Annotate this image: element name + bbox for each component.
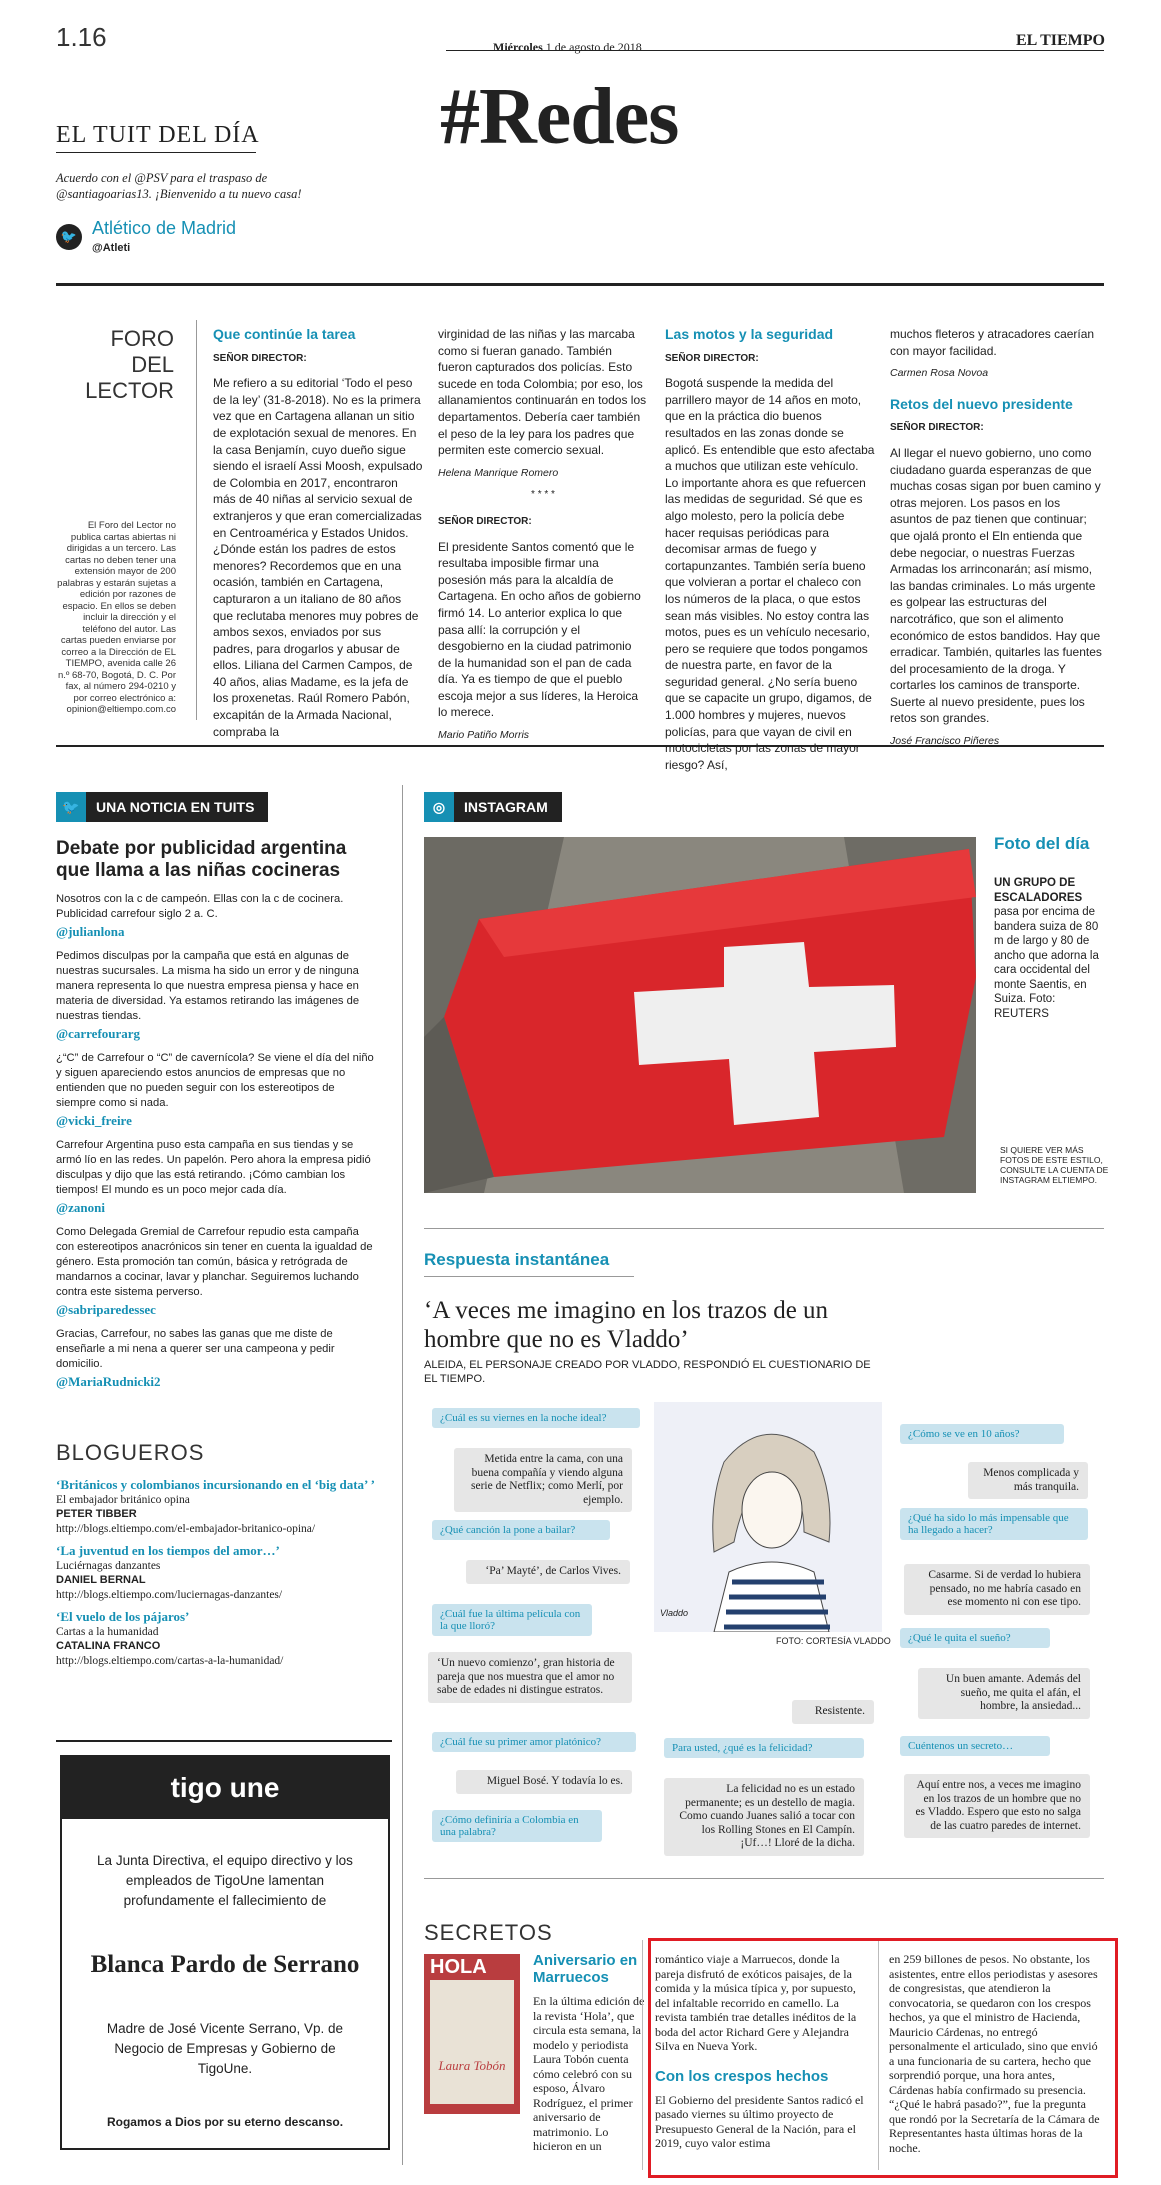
answer-bubble: Aquí entre nos, a veces me imagino en los trazos de un hombre que no es Vladdo. Espero que esto no salga de las cuatro paredes de internet. — [904, 1774, 1090, 1838]
swiss-flag-mountain — [424, 837, 976, 1193]
letter-body: Al llegar el nuevo gobierno, uno como ciudadano guarda esperanzas de que muchas cosas sigan por buen camino y otras mejoren. Los pasos en los asuntos de paz tienen que continuar; que ojalá pronto el Eln entienda que debe negociar, o nuestras Fuerzas Armadas los arrinconarán; así mismo, las bandas criminales. Lo más urgente es golpear las estructuras del narcotráfico, que son el alimento económico de estos bandidos. Hay que erradicar. También, quitarles las fuentes del procesamiento de la droga. Y cortarles los caminos de transporte. Suerte al nuevo presidente, pues los retos son grandes. — [890, 445, 1102, 726]
page-number: 1.16 — [56, 22, 107, 52]
letter-body: El presidente Santos comentó que le resultaba imposible firmar una posesión más para la alcaldía de Cartagena. En ocho años de gobierno firmó 14. Lo anterior explica lo que pasa allí: la corrupción y el desgobierno en la ciudad patrimonio de la humanidad son el pan de cada día. Ya es tiempo de que el pueblo escoja mejor a sus líderes, la Heroica lo merece. — [438, 539, 641, 720]
tuit-rule — [56, 152, 256, 153]
blog-author: PETER TIBBER — [56, 1508, 137, 1520]
blog-title[interactable]: ‘Británicos y colombianos incursionando en el ‘big data’ ’ — [56, 1477, 376, 1492]
blog-item: ‘Británicos y colombianos incursionando en el ‘big data’ ’ El embajador británico opina PETER TIBBER http://blogs.eltiempo.com/el-embajador-britanico-opina/ — [56, 1477, 376, 1535]
section-title: #Redes — [440, 73, 679, 161]
column-rule — [402, 785, 403, 2165]
answer-bubble: La felicidad no es un estado permanente; es un destello de magia. Como cuando Juanes salió a tocar con los Rolling Stones en El Campín. ¡Uf…! Lloré de la dicha. — [664, 1778, 864, 1856]
letter-salutation: SEÑOR DIRECTOR: — [890, 422, 984, 434]
letter-column-3 — [665, 326, 875, 773]
letter-signature: José Francisco Piñeres — [890, 735, 1000, 748]
respuesta-rule — [424, 1276, 634, 1277]
section-divider — [424, 1878, 1104, 1879]
secretos-col-1 — [533, 1952, 648, 2154]
letter-salutation: SEÑOR DIRECTOR: — [665, 352, 759, 364]
question-bubble: ¿Cómo se ve en 10 años? — [900, 1424, 1064, 1444]
aleida-drawing — [654, 1402, 882, 1632]
letter-body: Bogotá suspende la medida del parrillero mayor de 14 años en moto, que en la práctica dio buenos resultados en las zonas donde se aplicó. Es entendible que esto afectaba a muchos que utilizan este vehículo. Lo importante ahora es que refuercen las medidas de seguridad. Sé que es algo molesto, pero la policía debe hacer requisas periódicas para decomisar armas de fuego y cortapunzantes. También sería bueno que volvieran a portar el chaleco con los números de la placa, o que estos sean más visibles. No estoy contra las motos, pues es un vehículo necesario, pero se requiere que todos pongamos de nuestra parte, en favor de la seguridad general. ¿No sería bueno que se capacite un grupo, digamos, de 1.000 hombres y mujeres, nuevos policías, para que vayan de civil en motocicletas por las zonas de mayor riesgo? Así, — [665, 376, 875, 772]
blog-item: ‘La juventud en los tiempos del amor…’ Luciérnagas danzantes DANIEL BERNAL http://blogs.eltiempo.com/luciernagas-danzantes/ — [56, 1544, 376, 1602]
secret-body: En la última edición de la revista ‘Hola’, que circula esta semana, la modelo y periodista Laura Tobón cuenta cómo celebró con su esposo, Álvaro Rodríguez, el primer aniversario de matrimonio. Lo hicieron en un — [533, 1994, 645, 2153]
question-bubble: Para usted, ¿qué es la felicidad? — [664, 1738, 864, 1758]
header-rule — [446, 50, 1104, 51]
letter-body: virginidad de las niñas y las marcaba como si fueran ganado. También fueron capturados dos policías. Esto sucede en toda Colombia; por eso, los allanamientos continuarán en todos los departamentos. Debería caer también el peso de la ley para los padres que permiten este comercio sexual. — [438, 327, 647, 458]
tweet-handle[interactable]: @carrefourarg — [56, 1026, 141, 1041]
publication-name: EL TIEMPO — [1015, 32, 1105, 49]
answer-bubble: Menos complicada y más tranquila. — [968, 1462, 1088, 1499]
tweet-handle[interactable]: @zanoni — [56, 1200, 105, 1215]
respuesta-title: ‘A veces me imagino en los trazos de un hombre que no es Vladdo’ — [424, 1297, 829, 1353]
secret-body: romántico viaje a Marruecos, donde la pareja disfrutó de exóticos paisajes, de la comida y la música típica y, por supuesto, del infaltable recorrido en camello. La revista también trae detalles inéditos de la boda del actor Richard Gere y Alejandra Silva en Nueva York. — [655, 1952, 857, 2053]
respuesta-subtitle: ALEIDA, EL PERSONAJE CREADO POR VLADDO, RESPONDIÓ EL CUESTIONARIO DE EL TIEMPO. — [424, 1359, 871, 1385]
question-bubble: ¿Cómo definiría a Colombia en una palabra? — [432, 1810, 602, 1842]
tweet-item: Gracias, Carrefour, no sabes las ganas que me diste de enseñarle a mi nena a querer ser una campeona y pedir domicilio. @MariaRudnicki2 — [56, 1327, 376, 1389]
tweet-handle[interactable]: @MariaRudnicki2 — [56, 1374, 161, 1389]
letter-salutation: SEÑOR DIRECTOR: — [438, 515, 532, 527]
foto-del-dia-title: Foto del día — [994, 834, 1090, 853]
tweet-list — [56, 892, 376, 1399]
blogueros-heading: BLOGUEROS — [56, 1440, 205, 1465]
tuit-heading: EL TUIT DEL DÍA — [56, 122, 260, 148]
tweet-item: Carrefour Argentina puso esta campaña en sus tiendas y se armó lío en las redes. Un papelón. Pero ahora la empresa pidió disculpas y dijo que las está retirando. ¡Cómo cambian los tiempos! El mundo es un poco mejor cada día. @zanoni — [56, 1138, 376, 1215]
answer-bubble: Resistente. — [792, 1700, 874, 1724]
answer-bubble: Metida entre la cama, con una buena compañía y viendo alguna serie de Netflix; como Merlí, por ejemplo. — [454, 1448, 632, 1512]
tweet-item: Como Delegada Gremial de Carrefour repudio esta campaña con estereotipos anacrónicos sin tener en cuenta la igualdad de género. Esta promoción tan común, básica y retrógrada de mandarnos a cocinar, lavar y planchar. Seguiremos luchando contra este sistema perverso. @sabriparedessec — [56, 1225, 376, 1317]
instagram-note: SI QUIERE VER MÁS FOTOS DE ESTE ESTILO, CONSULTE LA CUENTA DE INSTAGRAM ELTIEMPO. — [1000, 1145, 1109, 1185]
answer-bubble: ‘Un nuevo comienzo’, gran historia de pareja que nos muestra que el amor no sabe de edades ni distingue estratos. — [428, 1652, 632, 1703]
letter-title: Las motos y la seguridad — [665, 326, 834, 342]
letter-body: muchos fleteros y atracadores caerían con mayor facilidad. — [890, 327, 1095, 358]
noticia-tag: 🐦 UNA NOTICIA EN TUITS — [56, 792, 268, 822]
letter-salutation: SEÑOR DIRECTOR: — [213, 352, 307, 364]
letter-title: Retos del nuevo presidente — [890, 395, 1073, 412]
section-divider — [424, 1228, 1104, 1229]
tuit-text: Acuerdo con el @PSV para el traspaso de @santiagoarias13. ¡Bienvenido a tu nuevo casa! — [56, 171, 302, 201]
section-divider — [56, 745, 1104, 747]
obituary-closing: Rogamos a Dios por su eterno descanso. — [106, 2115, 344, 2129]
tweet-item: Nosotros con la c de campeón. Ellas con la c de cocinera. Publicidad carrefour siglo 2 a. C. @julianlona — [56, 892, 376, 939]
blog-url[interactable]: http://blogs.eltiempo.com/luciernagas-danzantes/ — [56, 1588, 283, 1601]
column-rule — [642, 1940, 643, 2170]
blog-url[interactable]: http://blogs.eltiempo.com/cartas-a-la-humanidad/ — [56, 1654, 284, 1667]
section-divider — [56, 283, 1104, 286]
respuesta-heading: Respuesta instantánea — [424, 1250, 610, 1269]
hola-logo: HOLA — [430, 1956, 487, 1978]
aleida-illustration — [654, 1402, 882, 1632]
secret-body: en 259 billones de pesos. No obstante, los asistentes, entre ellos periodistas y asesores de congresistas, que atendieron la convocatoria, se quedaron con los crespos hechos, ya que el ministro de Hacienda, Mauricio Cárdenas, no entregó personalmente el articulado, sino que envió a una funcionaria de su cartera, hecho que sorprendió porque, una hora antes, Cárdenas había confirmado su presencia. “¿Qué le habrá pasado?”, fue la pregunta que rondó por la Secretaría de la Cámara de Representantes hasta últimas horas de la noche. — [889, 1952, 1100, 2155]
foto-del-dia-image — [424, 837, 976, 1193]
cover-headline: Laura Tobón — [430, 1980, 514, 2104]
blog-list — [56, 1478, 376, 1676]
blog-item: ‘El vuelo de los pájaros’ Cartas a la humanidad CATALINA FRANCO http://blogs.eltiempo.com/cartas-a-la-humanidad/ — [56, 1610, 376, 1668]
tuit-handle[interactable]: @Atleti — [92, 242, 131, 254]
highlight-box — [648, 1938, 1118, 2178]
tweet-item: ¿“C” de Carrefour o “C” de cavernícola? Se viene el día del niño y siguen apareciendo estos anuncios de empresas que no entienden que no pueden seguir con los estereotipos de siempre como si nada. @vicki_freire — [56, 1051, 376, 1128]
secret-title: Aniversario en Marruecos — [533, 1952, 638, 1986]
answer-bubble: Casarme. Si de verdad lo hubiera pensado, no me habría casado en ese momento ni con ese tipo. — [904, 1564, 1090, 1615]
tweet-handle[interactable]: @julianlona — [56, 924, 125, 939]
letter-column-4 — [890, 326, 1102, 756]
letter-signature: Mario Patiño Morris — [438, 729, 530, 742]
blog-author: CATALINA FRANCO — [56, 1640, 161, 1652]
question-bubble: ¿Cuál fue su primer amor platónico? — [432, 1732, 636, 1752]
letter-column-1 — [213, 326, 423, 740]
tuit-account-name[interactable]: Atlético de Madrid — [92, 218, 237, 238]
tigo-top-rule — [56, 1740, 392, 1742]
blog-url[interactable]: http://blogs.eltiempo.com/el-embajador-britanico-opina/ — [56, 1522, 316, 1535]
tweet-item: Pedimos disculpas por la campaña que está en algunas de nuestras sucursales. La misma ha sido un error y de ninguna manera representa lo que nuestra empresa piensa y hace en materia de diversidad. Ya estamos retirando las imágenes de nuestras tiendas. @carrefourarg — [56, 949, 376, 1041]
foto-del-dia-caption: UN GRUPO DE ESCALADORES pasa por encima de bandera suiza de 80 m de largo y 80 de ancho que adorna la cara occidental del monte Saentis, en Suiza. Foto: REUTERS — [994, 877, 1099, 1020]
letter-title: Que continúe la tarea — [213, 326, 356, 342]
secret-title: Con los crespos hechos — [655, 2067, 829, 2085]
twitter-icon: 🐦 — [56, 792, 86, 822]
obituary-detail: Madre de José Vicente Serrano, Vp. de Negocio de Empresas y Gobierno de TigoUne. — [106, 2021, 344, 2076]
blog-author: DANIEL BERNAL — [56, 1574, 146, 1586]
tweet-handle[interactable]: @sabriparedessec — [56, 1302, 156, 1317]
noticia-title: Debate por publicidad argentina que llama a las niñas cocineras — [56, 838, 347, 881]
twitter-icon: 🐦 — [56, 224, 82, 250]
obituary-intro: La Junta Directiva, el equipo directivo y los empleados de TigoUne lamentan profundamente el fallecimiento de — [97, 1853, 353, 1908]
question-bubble: ¿Qué ha sido lo más impensable que ha llegado a hacer? — [900, 1508, 1088, 1540]
answer-bubble: ‘Pa’ Mayté’, de Carlos Vives. — [466, 1560, 630, 1584]
blog-title[interactable]: ‘La juventud en los tiempos del amor…’ — [56, 1543, 280, 1558]
tigo-logo: tigo une — [62, 1757, 388, 1819]
answer-bubble: Miguel Bosé. Y todavía lo es. — [456, 1770, 632, 1794]
separator-stars: * * * * — [531, 489, 555, 501]
tweet-handle[interactable]: @vicki_freire — [56, 1113, 132, 1128]
question-bubble: ¿Qué canción la pone a bailar? — [432, 1520, 610, 1540]
column-rule — [196, 320, 197, 720]
secretos-heading: SECRETOS — [424, 1920, 553, 1945]
letter-signature: Helena Manrique Romero — [438, 466, 559, 479]
letter-body: Me refiero a su editorial ‘Todo el peso de la ley’ (31-8-2018). No es la primera vez que en Cartagena allanan un sitio de explotación sexual de menores. En la casa Benjamín, cuyo dueño sigue siendo el israelí Assi Moosh, expulsado de Colombia en 2017, encontraron más de 40 niñas al servicio sexual de extranjeros y que eran comercializadas en Centroamérica y Estados Unidos. ¿Dónde están los padres de estos menores? Recordemos que en una ocasión, también en Cartagena, capturaron a un italiano de 80 años que reclutaba menores muy pobres de ambos sexos, enviados por sus padres, para drogarlos y abusar de ellos. Liliana del Carmen Campos, de 40 años, alias Madame, es la jefa de los proxenetas. Raúl Romero Pabón, excapitán de la Armada Nacional, compraba la — [213, 376, 423, 739]
foro-heading: FORO DEL LECTOR — [85, 326, 174, 403]
blog-title[interactable]: ‘El vuelo de los pájaros’ — [56, 1609, 190, 1624]
question-bubble: ¿Cuál fue la última película con la que lloró? — [432, 1604, 592, 1636]
issue-date: Miércoles 1 de agosto de 2018 — [493, 40, 642, 54]
question-bubble: ¿Qué le quita el sueño? — [900, 1628, 1050, 1648]
vladdo-signature: Vladdo — [660, 1608, 689, 1618]
letter-column-2 — [438, 326, 648, 750]
answer-bubble: Un buen amante. Además del sueño, me quita el afán, el hombre, la ansiedad... — [918, 1668, 1090, 1719]
instagram-icon: ◎ — [424, 792, 454, 822]
obituary-name: Blanca Pardo de Serrano — [90, 1951, 360, 1978]
secret-body: El Gobierno del presidente Santos radicó el pasado viernes su último proyecto de Presupuesto General de la Nación, para el 2019, cuyo valor estima — [655, 2092, 864, 2150]
obituary-ad — [60, 1755, 390, 2150]
letter-signature: Carmen Rosa Novoa — [890, 367, 989, 380]
photo-credit: FOTO: CORTESÍA VLADDO — [776, 1636, 891, 1646]
instagram-tag: ◎ INSTAGRAM — [424, 792, 562, 822]
foro-note: El Foro del Lector no publica cartas abiertas ni dirigidas a un tercero. Las cartas no deben tener una extensión mayor de 200 palabras y estarán sujetas a edición por razones de espacio. En ellos se deben incluir la dirección y el teléfono del autor. Las cartas pueden enviarse por correo a la Dirección de EL TIEMPO, avenida calle 26 n.º 68-70, Bogotá, D. C. Por fax, al número 294-0210 y por correo electrónico a: opinion@eltiempo.com.co — [57, 520, 176, 715]
question-bubble: ¿Cuál es su viernes en la noche ideal? — [432, 1408, 640, 1428]
question-bubble: Cuéntenos un secreto… — [900, 1736, 1050, 1756]
hola-magazine-cover — [424, 1954, 520, 2114]
